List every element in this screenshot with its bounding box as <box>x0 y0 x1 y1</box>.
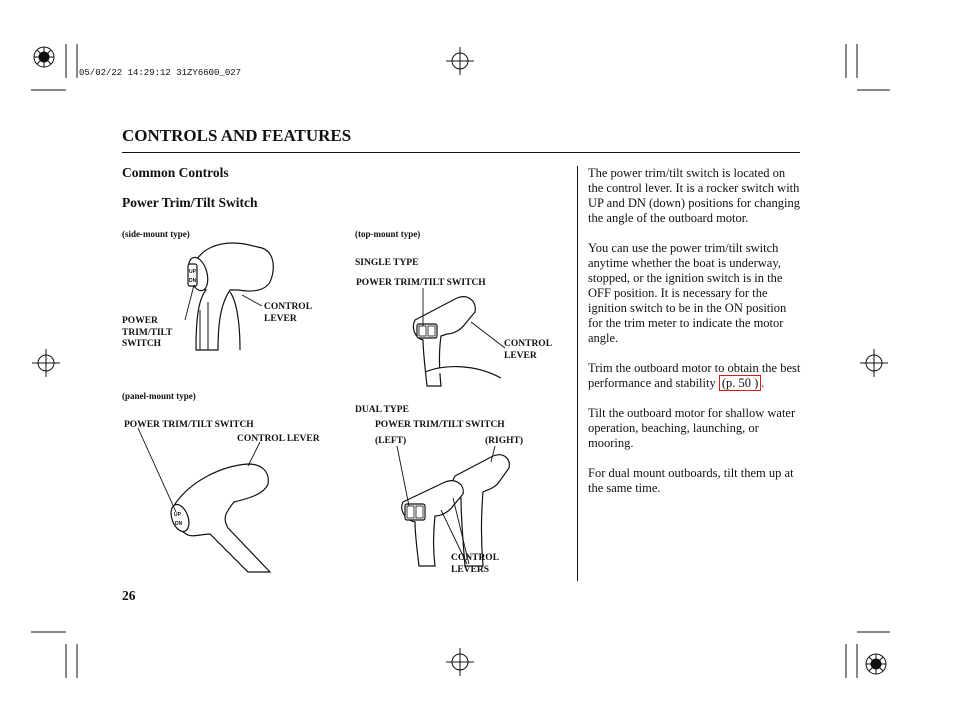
paragraph-4: Tilt the outboard motor for shallow water operation, beaching, launching, or mooring. <box>588 406 796 450</box>
side-switch-dn-mark: DN <box>189 278 197 284</box>
caption-panel-mount: (panel-mount type) <box>122 391 196 401</box>
caption-side-mount: (side-mount type) <box>122 229 190 239</box>
panel-switch-label: POWER TRIM/TILT SWITCH <box>124 420 254 430</box>
section-title: CONTROLS AND FEATURES <box>122 126 352 145</box>
panel-lever-label: CONTROL LEVER <box>237 434 320 444</box>
dual-type-title: DUAL TYPE <box>355 405 409 415</box>
paragraph-5: For dual mount outboards, tilt them up at the same time. <box>588 466 794 495</box>
paragraph-3-text: Trim the outboard motor to obtain the best performance and stability <box>588 361 801 390</box>
panel-switch-dn-mark: DN <box>175 521 183 527</box>
single-type-illustration <box>405 288 545 388</box>
single-type-title: SINGLE TYPE <box>355 258 419 268</box>
caption-top-mount: (top-mount type) <box>355 229 421 239</box>
column-divider <box>577 166 578 581</box>
dual-right-label: (RIGHT) <box>485 436 523 446</box>
print-stamp: 05/02/22 14:29:12 31ZY6600_027 <box>79 68 242 78</box>
panel-mount-illustration <box>130 428 300 578</box>
side-lever-label: CONTROL LEVER <box>264 302 313 324</box>
single-switch-label: POWER TRIM/TILT SWITCH <box>356 278 486 288</box>
paragraph-2: You can use the power trim/tilt switch anytime whether the boat is underway, stopped, or the ignition switch is in the OFF position. It is necessary for the ignition switch to be in the ON position for the trim meter to indicate the motor angle. <box>588 241 787 345</box>
panel-switch-up-mark: UP <box>174 512 181 518</box>
body-text <box>588 166 802 511</box>
side-switch-label: POWER TRIM/TILT SWITCH <box>122 316 173 349</box>
paragraph-3-end: . <box>761 376 765 390</box>
side-mount-illustration <box>170 240 370 360</box>
dual-levers-label: CONTROL LEVERS <box>451 553 500 575</box>
single-lever-label: CONTROL LEVER <box>504 339 553 361</box>
dual-switch-label: POWER TRIM/TILT SWITCH <box>375 420 505 430</box>
page-number: 26 <box>122 588 136 603</box>
paragraph-3 <box>588 361 802 391</box>
paragraph-1: The power trim/tilt switch is located on the control lever. It is a rocker switch with UP and DN (down) positions for changing the angle of the outboard motor. <box>588 166 801 225</box>
title-rule <box>122 152 800 153</box>
dual-left-label: (LEFT) <box>375 436 407 446</box>
heading-power-trim: Power Trim/Tilt Switch <box>122 195 258 210</box>
side-switch-up-mark: UP <box>189 269 196 275</box>
page-reference-link[interactable]: (p. 50 ) <box>719 375 761 391</box>
heading-common-controls: Common Controls <box>122 165 229 180</box>
